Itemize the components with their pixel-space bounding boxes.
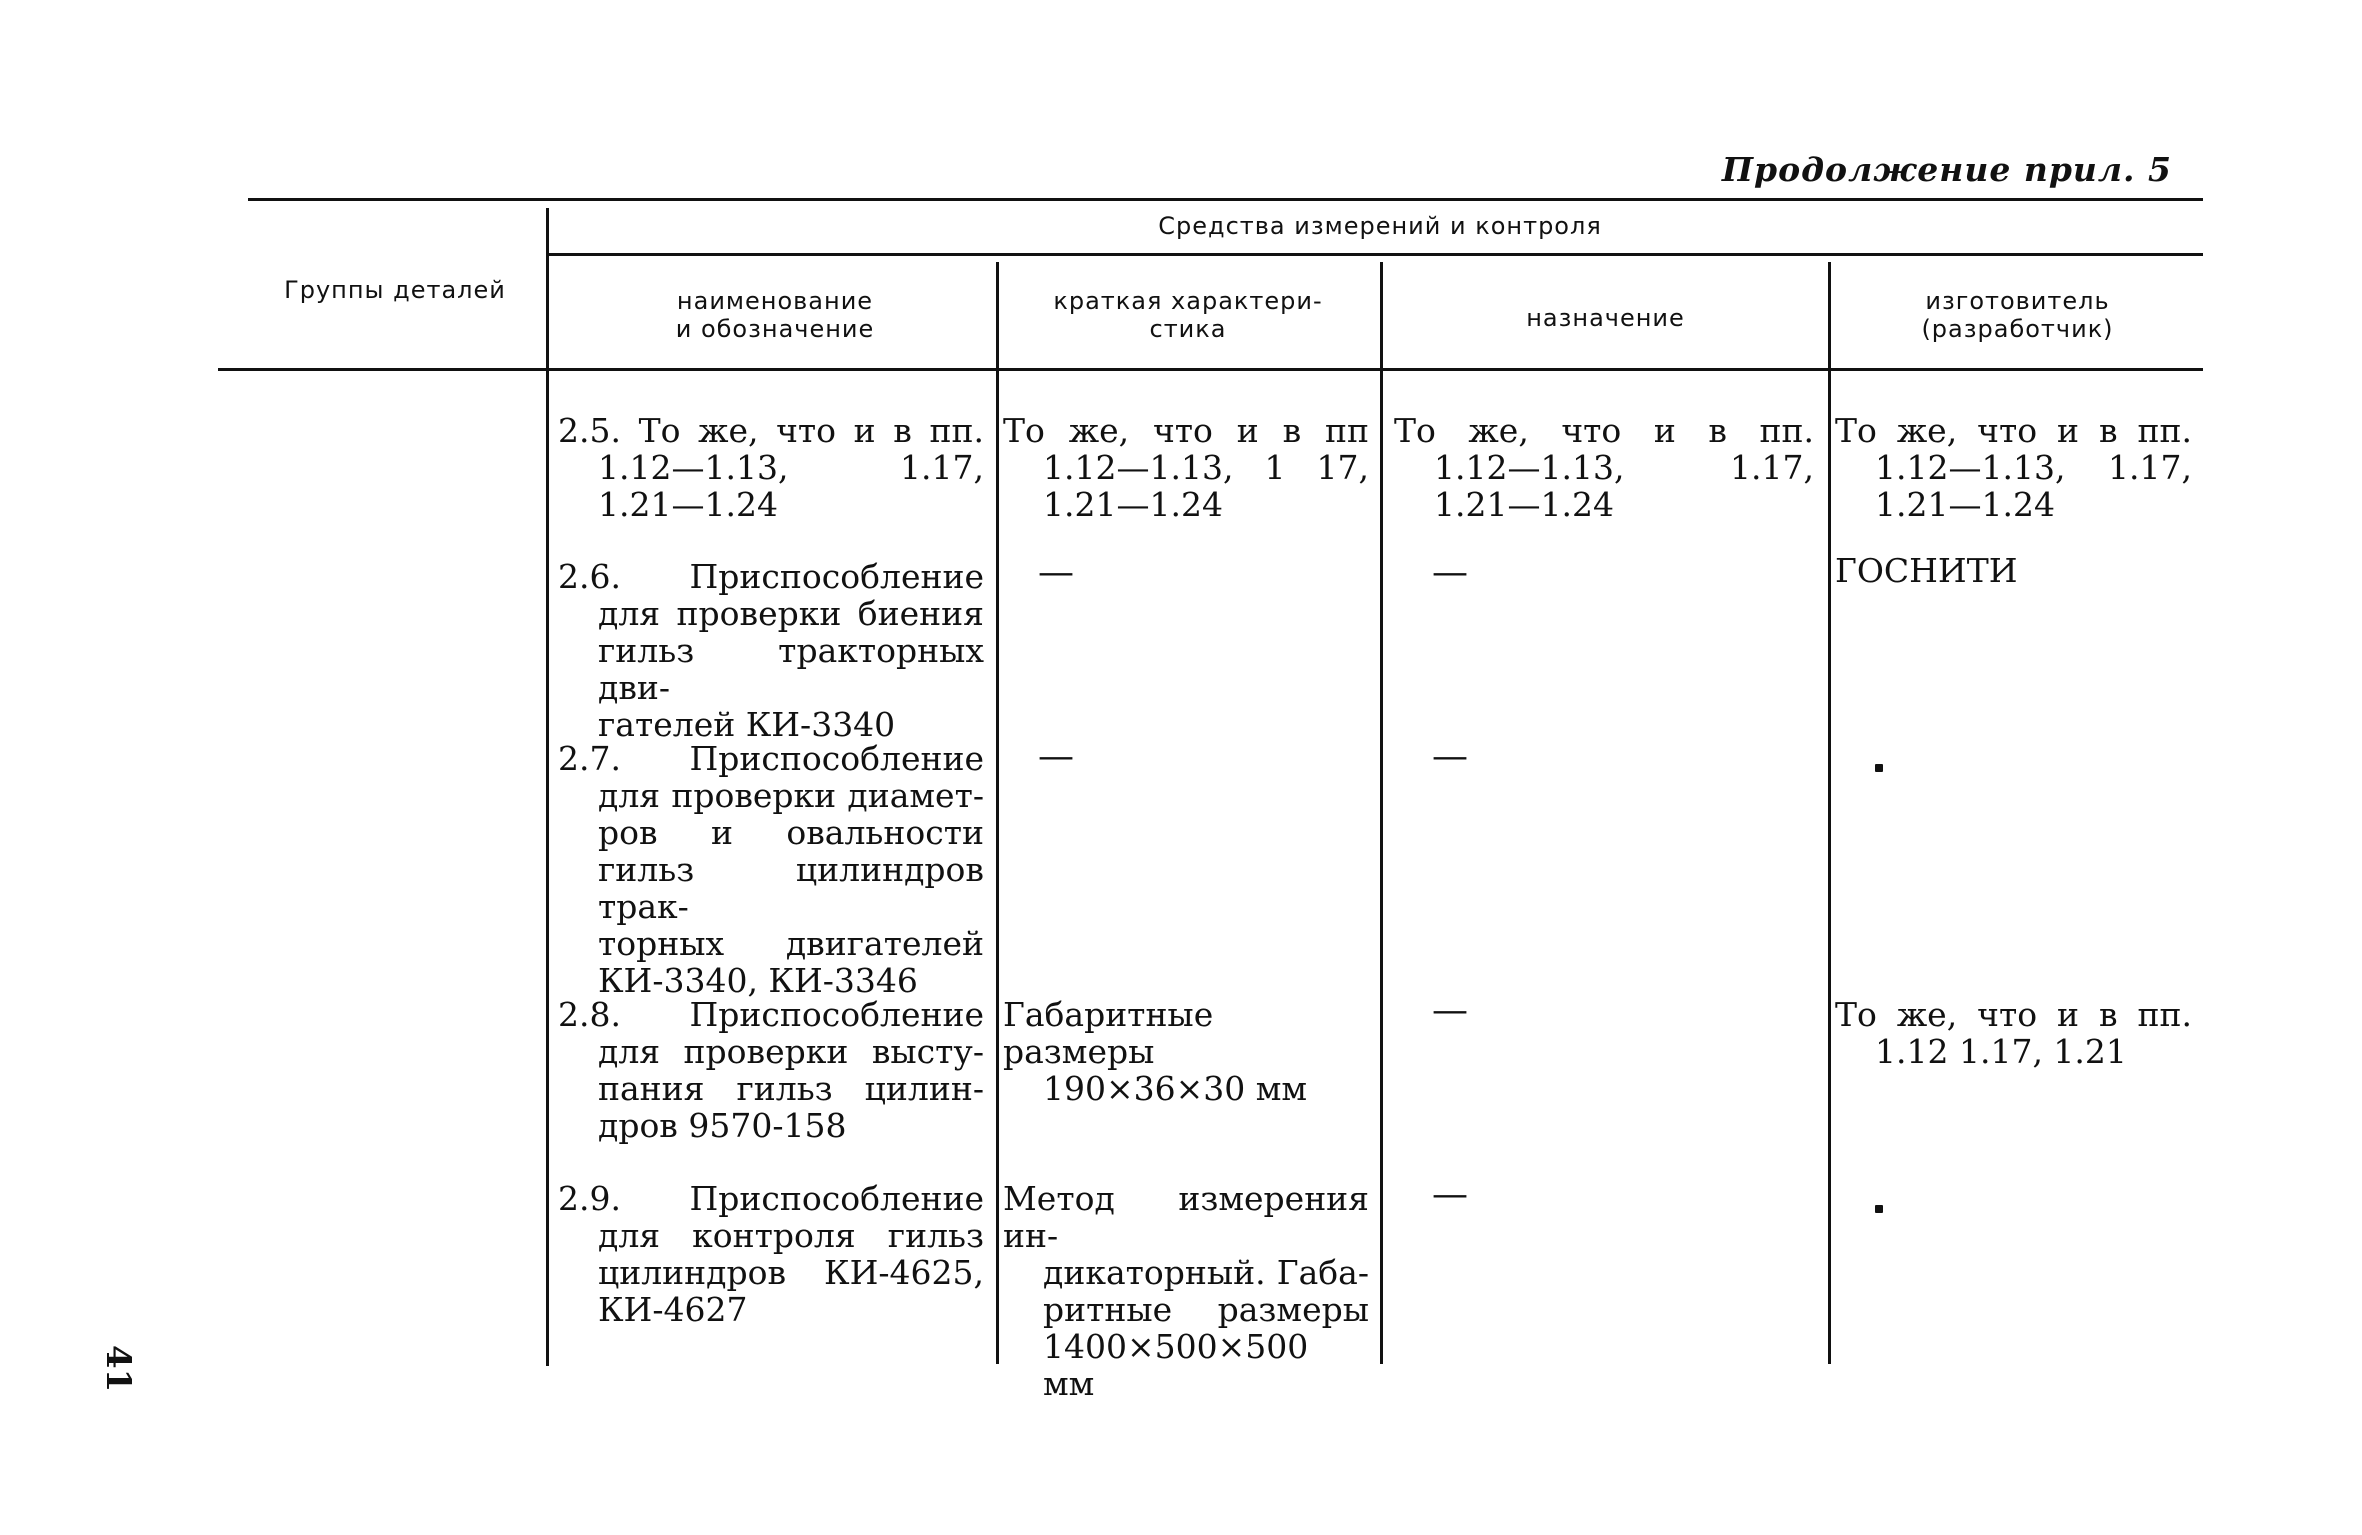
row-2-6-maker: ГОСНИТИ [1835,551,2018,590]
header-char [1003,287,1373,343]
row-2-7-name [558,740,984,999]
row-2-8-purpose-dash: — [1432,990,1468,1031]
line: То же, что и в пп. [1835,411,2192,450]
line: гильз цилиндров трак- [598,850,984,926]
row-2-7-purpose-dash: — [1432,736,1468,777]
line: 1.21—1.24 [598,485,778,524]
line: То же, что и в пп [1003,411,1369,450]
line: дров 9570-158 [598,1106,847,1145]
row-2-6-purpose-dash: — [1432,552,1468,593]
header-char-line1: краткая характери- [1053,287,1323,315]
line: 1.12—1.13, 1.17, [598,448,984,487]
row-2-8-maker [1835,996,2192,1070]
line: 2.8. Приспособление [558,995,984,1034]
line: 1.21—1.24 [1875,485,2055,524]
header-bottom-rule [218,368,2203,371]
line: То же, что и в пп. [1394,411,1814,450]
row-2-9-maker-ditto-mark [1875,1205,1883,1213]
line: для проверки биения [598,594,984,633]
header-name-line1: наименование [676,287,874,315]
line: КИ-4627 [598,1290,748,1329]
row-2-8-name [558,996,984,1144]
line: торных двигателей [598,924,984,963]
row-2-5-maker [1835,412,2192,523]
vline-name [996,262,999,1364]
line: КИ-3340, КИ-3346 [598,961,918,1000]
page-number: 41 [98,1345,138,1393]
row-2-5-char [1003,412,1369,523]
line: ров и овальности [598,813,984,852]
line: гильз тракторных дви- [598,631,984,707]
line: 1.21—1.24 [1043,485,1223,524]
line: 1.12—1.13, 1.17, [1434,448,1814,487]
header-maker [1835,287,2200,343]
line: гателей КИ-3340 [598,705,896,744]
row-2-6-char-dash: — [1038,552,1074,593]
line: Метод измерения ин- [1003,1179,1369,1255]
means-header-rule [549,253,2203,256]
row-2-9-purpose-dash: — [1432,1174,1468,1215]
line: для проверки высту- [598,1032,984,1071]
header-groups: Группы деталей [284,276,506,304]
line: 2.6. Приспособление [558,557,984,596]
header-maker-line1: изготовитель [1925,287,2110,315]
line: пания гильз цилин- [598,1069,984,1108]
line: 1.12—1.13, 1 17, [1043,448,1369,487]
line: 2.5. То же, что и в пп. [558,411,984,450]
line: 2.7. Приспособление [558,739,984,778]
row-2-9-name [558,1180,984,1328]
row-2-7-char-dash: — [1038,736,1074,777]
row-2-6-name [558,558,984,743]
row-2-5-purpose [1394,412,1814,523]
line: 1.12—1.13, 1.17, [1875,448,2192,487]
line: 2.9. Приспособление [558,1179,984,1218]
header-means: Средства измерений и контроля [1158,212,1602,240]
header-name-line2: и обозначение [675,315,875,343]
vline-purpose [1828,262,1831,1364]
row-2-7-maker-ditto-mark [1875,764,1883,772]
line: 1.21—1.24 [1434,485,1614,524]
header-name [560,287,990,343]
line: для контроля гильз [598,1216,984,1255]
line: дикаторный. Габа- [1043,1253,1369,1292]
header-purpose: назначение [1526,304,1685,332]
row-2-5-name [558,412,984,523]
header-char-line2: стика [1149,315,1227,343]
table-top-rule [248,198,2203,201]
line: То же, что и в пп. [1835,995,2192,1034]
line: 1400×500×500 мм [1043,1327,1309,1403]
line: цилиндров КИ-4625, [598,1253,984,1292]
line: ритные размеры [1043,1290,1369,1329]
row-2-8-char [1003,996,1369,1107]
row-2-9-char [1003,1180,1369,1402]
line: 1.12 1.17, 1.21 [1875,1032,2127,1071]
vline-groups [546,208,549,1366]
line: для проверки диамет- [598,776,984,815]
header-maker-line2: (разработчик) [1921,315,2114,343]
line: Габаритные размеры [1003,995,1214,1071]
vline-char [1380,262,1383,1364]
line: 190×36×30 мм [1043,1069,1308,1108]
continuation-header: Продолжение прил. 5 [1721,150,2172,189]
